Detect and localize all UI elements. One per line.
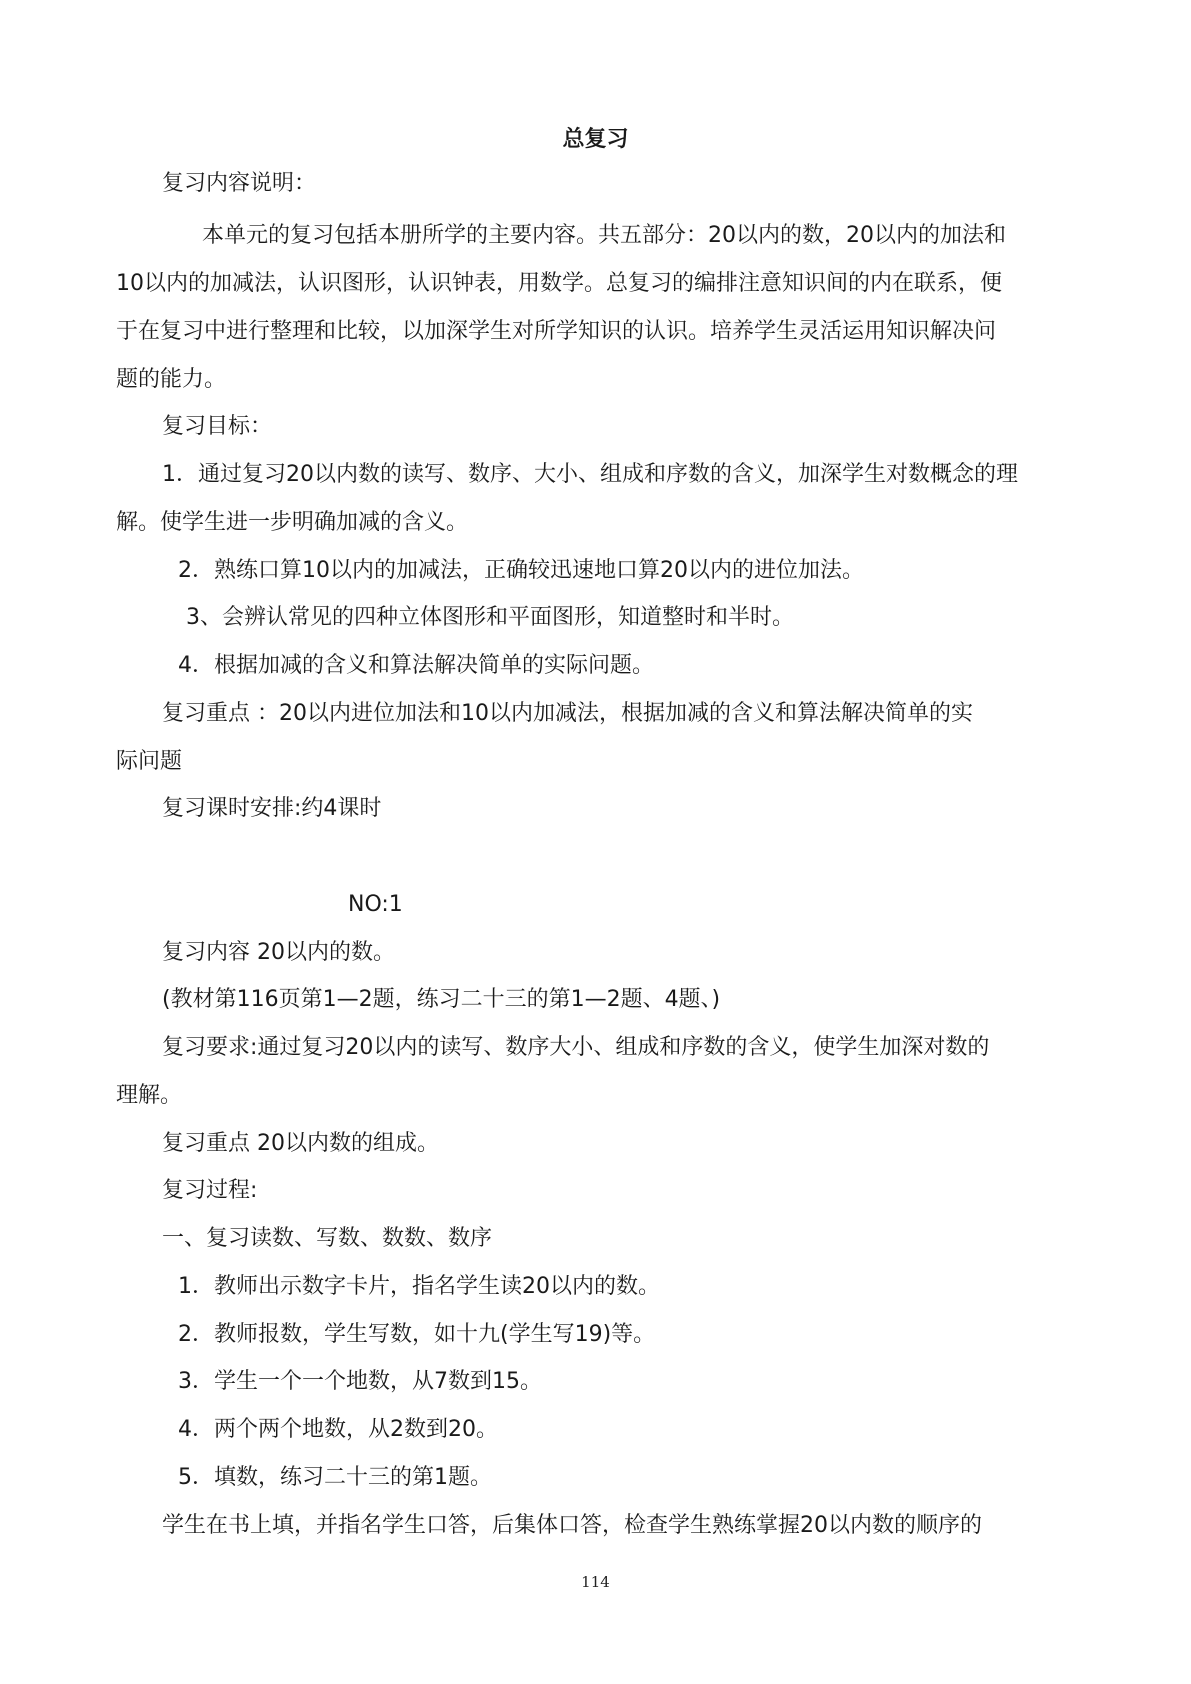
text-line: (教材第116页第1—2题，练习二十三的第1—2题、4题、)	[162, 987, 721, 1012]
text-line: 复习内容说明：	[162, 171, 317, 196]
text-line: 4．根据加减的含义和算法解决简单的实际问题。	[178, 653, 654, 678]
text-line: 2．教师报数，学生写数，如十九(学生写19)等。	[178, 1322, 656, 1347]
text-line: 2．熟练口算10以内的加减法，正确较迅速地口算20以内的进位加法。	[178, 558, 864, 583]
text-line: 于在复习中进行整理和比较，以加深学生对所学知识的认识。培养学生灵活运用知识解决问	[116, 319, 997, 344]
text-line: 4．两个两个地数，从2数到20。	[178, 1417, 498, 1442]
text-line: 复习重点 20以内数的组成。	[162, 1131, 439, 1156]
text-line: 3、会辨认常见的四种立体图形和平面图形，知道整时和半时。	[186, 605, 794, 630]
text-line: 1．教师出示数字卡片，指名学生读20以内的数。	[178, 1274, 660, 1299]
text-line: 本单元的复习包括本册所学的主要内容。共五部分：20以内的数，20以内的加法和	[202, 223, 1006, 248]
text-line: 复习目标：	[162, 414, 273, 439]
text-line: 复习内容 20以内的数。	[162, 940, 395, 965]
page-title: 总复习	[562, 127, 629, 152]
text-line: 际问题	[116, 749, 183, 774]
text-line: 学生在书上填，并指名学生口答，后集体口答，检查学生熟练掌握20以内数的顺序的	[162, 1513, 982, 1538]
text-line: 复习过程:	[162, 1178, 258, 1203]
text-line: 一、复习读数、写数、数数、数序	[162, 1226, 493, 1251]
section-number: NO:1	[348, 892, 403, 917]
text-line: 复习重点 ：20以内进位加法和10以内加减法，根据加减的含义和算法解决简单的实	[162, 701, 973, 726]
text-line: 10以内的加减法，认识图形，认识钟表，用数学。总复习的编排注意知识间的内在联系，便	[116, 271, 1002, 296]
text-line: 理解。	[116, 1083, 183, 1108]
text-line: 复习课时安排:约4课时	[162, 796, 382, 821]
text-line: 3．学生一个一个地数，从7数到15。	[178, 1369, 542, 1394]
text-line: 复习要求:通过复习20以内的读写、数序大小、组成和序数的含义，使学生加深对数的	[162, 1035, 990, 1060]
text-line: 5．填数，练习二十三的第1题。	[178, 1465, 492, 1490]
text-line: 1．通过复习20以内数的读写、数序、大小、组成和序数的含义，加深学生对数概念的理	[162, 462, 1018, 487]
page-number: 114	[581, 1573, 610, 1591]
text-line: 解。使学生进一步明确加减的含义。	[116, 510, 469, 535]
text-line: 题的能力。	[116, 367, 227, 392]
